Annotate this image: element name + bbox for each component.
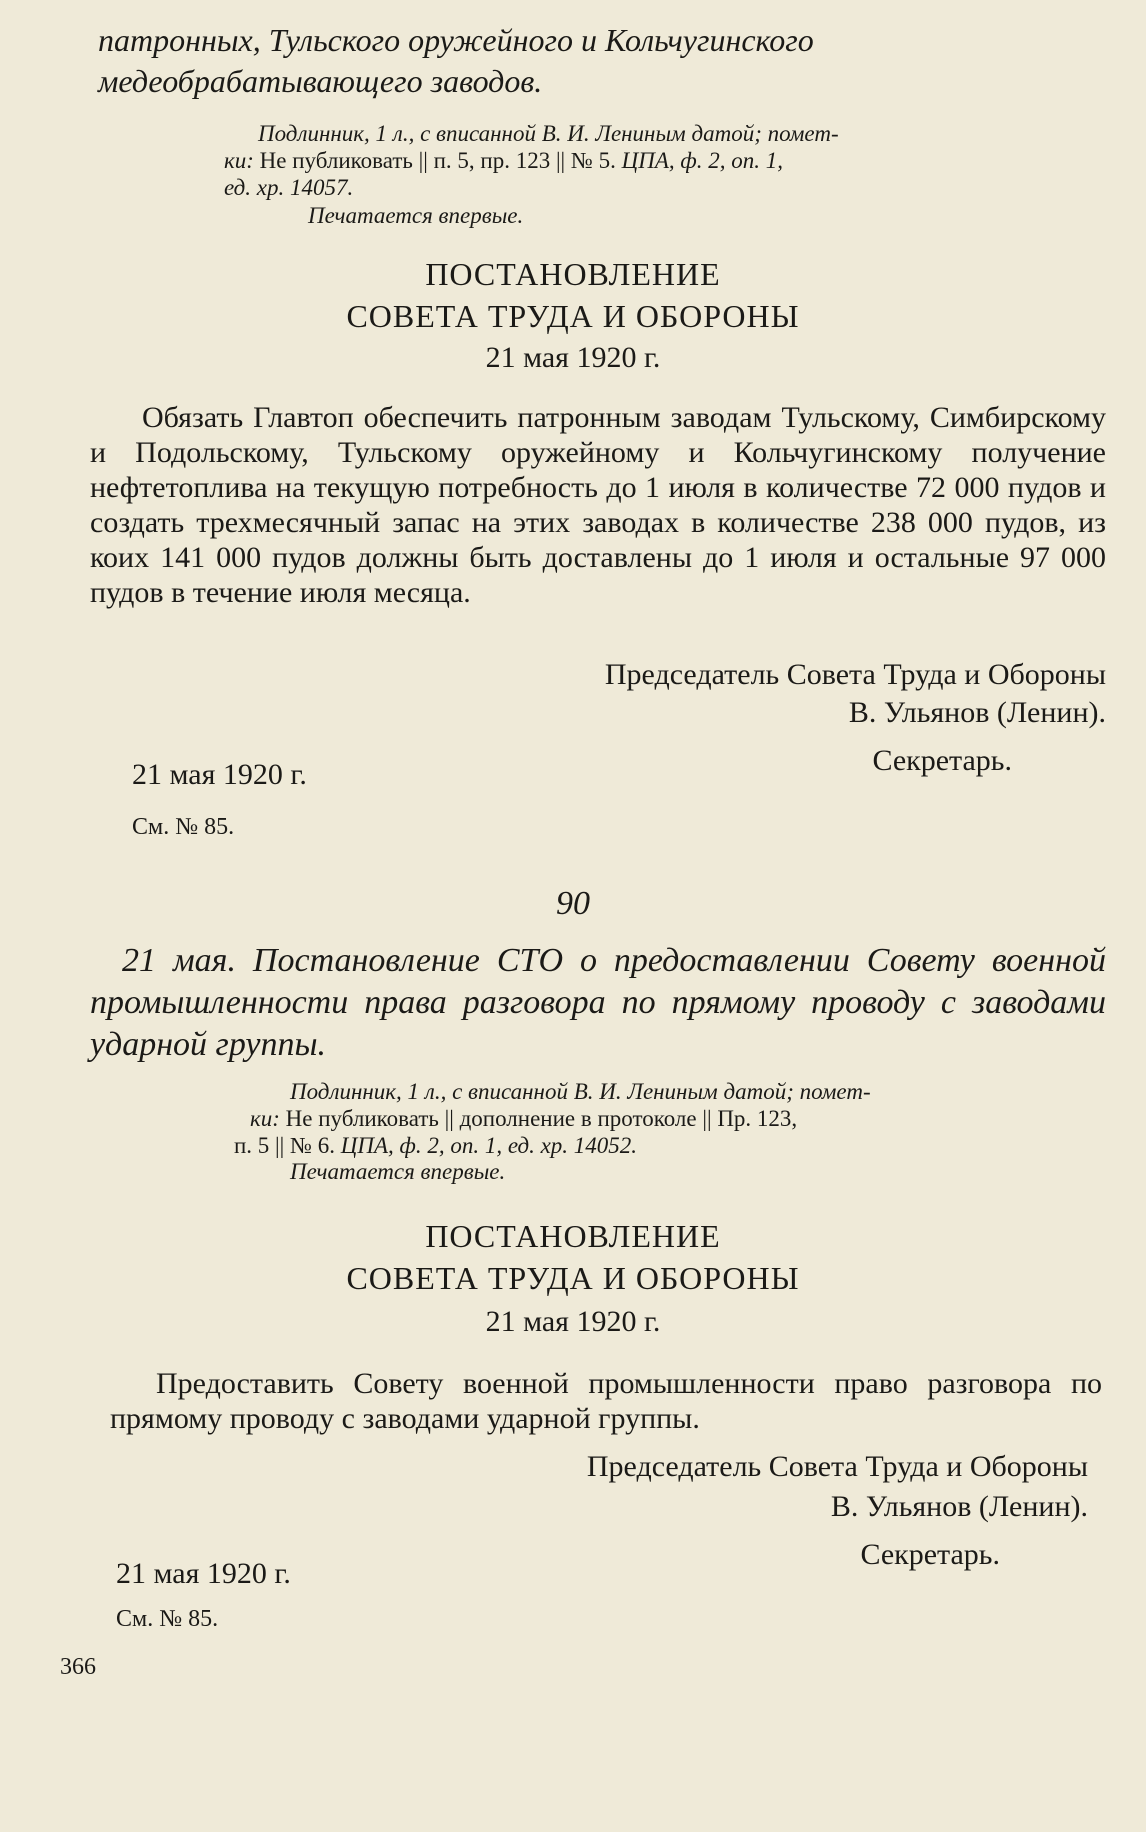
source-note-text: Не публиковать || дополнение в протоколе || Пр. 123, (279, 1106, 798, 1131)
source-note-line (224, 147, 1108, 174)
intro-line: медеобрабатывающего заводов. (98, 63, 543, 99)
archive-ref: ЦПА, ф. 2, оп. 1, (621, 148, 783, 173)
intro-text (98, 20, 1118, 102)
resolution-body: Предоставить Совету военной промышленности право разговора по прямому проводу с заводами ударной группы. (110, 1367, 1102, 1435)
source-note-line: Подлинник, 1 л., с вписанной В. И. Лениным датой; помет- (258, 121, 839, 146)
source-note-prefix: ки: (224, 148, 254, 173)
source-note (234, 1078, 1092, 1159)
council-heading: СОВЕТА ТРУДА И ОБОРОНЫ (346, 1260, 800, 1296)
source-note-prefix: ки: (250, 1106, 280, 1131)
footer-date: 21 мая 1920 г. (116, 1557, 291, 1590)
signature-title: Председатель Совета Труда и Обороны (604, 658, 1106, 691)
source-note-line: ед. хр. 14057. (224, 175, 354, 200)
resolution-heading: ПОСТАНОВЛЕНИЕ (425, 1218, 721, 1254)
source-note (224, 120, 1108, 201)
source-note-line (250, 1105, 1092, 1132)
archive-ref: ЦПА, ф. 2, оп. 1, ед. хр. 14052. (340, 1133, 638, 1158)
signature-name: В. Ульянов (Ленин). (830, 1490, 1088, 1523)
source-note-text: Не публиковать || п. 5, пр. 123 || № 5. (253, 148, 622, 173)
footer-date: 21 мая 1920 г. (132, 758, 307, 791)
council-heading: СОВЕТА ТРУДА И ОБОРОНЫ (346, 298, 800, 334)
see-reference: См. № 85. (132, 814, 235, 840)
intro-line: патронных, Тульского оружейного и Кольчугинского (98, 22, 814, 58)
source-note-line (234, 1132, 1092, 1159)
page-number: 366 (60, 1654, 96, 1680)
signature-name: В. Ульянов (Ленин). (848, 696, 1106, 729)
secretary-label: Секретарь. (872, 744, 1012, 777)
printed-note: Печатается впервые. (308, 203, 524, 228)
secretary-label: Секретарь. (860, 1538, 1000, 1571)
document-title: 21 мая. Постановление СТО о предоставлении Совету военной промышленности права разговора по прямому проводу с заводами ударной группы. (90, 942, 1106, 1063)
resolution-heading: ПОСТАНОВЛЕНИЕ (425, 256, 721, 292)
see-reference: См. № 85. (116, 1606, 219, 1632)
document-number: 90 (556, 885, 590, 922)
signature-title: Председатель Совета Труда и Обороны (586, 1450, 1088, 1483)
resolution-body: Обязать Главтоп обеспечить патронным заводам Тульскому, Симбирскому и Подольскому, Тульскому оружейному и Кольчугинскому получение нефтетоплива на текущую потребность до 1 июля в количестве 72 000 пудов и создать трехмесячный запас на этих заводах в количестве 238 000 пудов, из коих 141 000 пудов должны быть доставлены до 1 июля и остальные 97 000 пудов в течение июля месяца. (90, 401, 1106, 609)
resolution-date: 21 мая 1920 г. (485, 341, 661, 374)
source-note-line: Подлинник, 1 л., с вписанной В. И. Лениным датой; помет- (290, 1079, 871, 1104)
printed-note: Печатается впервые. (290, 1159, 506, 1184)
resolution-date: 21 мая 1920 г. (485, 1305, 661, 1338)
source-note-text: п. 5 || № 6. (234, 1133, 341, 1158)
